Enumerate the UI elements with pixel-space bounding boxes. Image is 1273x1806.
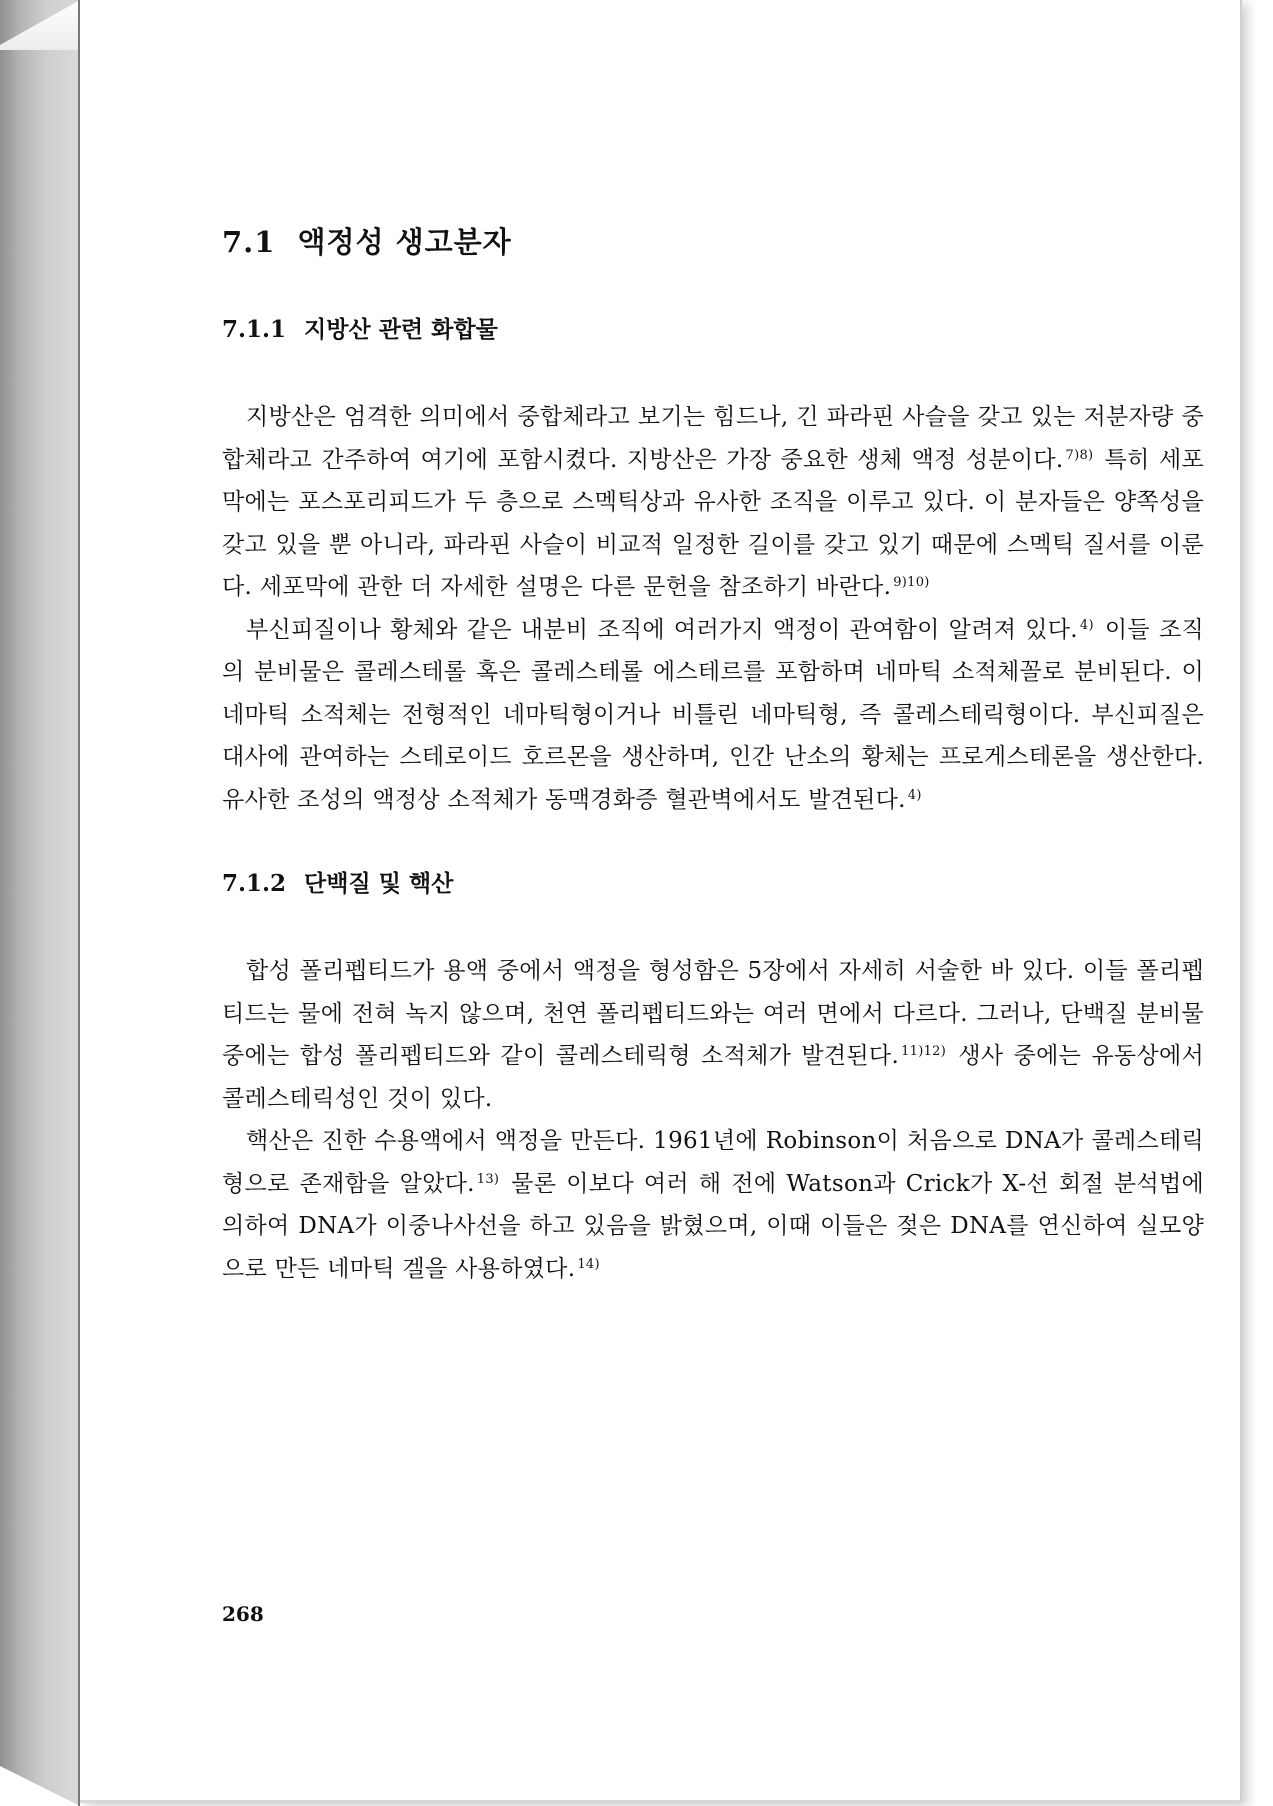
paragraph-text: 물론 이보다 여러 해 전에 Watson과 Crick가 X-선 회절 분석법에 의하여 DNA가 이중나사선을 하고 있음을 밝혔으며, 이때 이들은 젖은 DNA를 연신하여 실모양으로 만든 네마틱 겔을 사용하였다. — [222, 1170, 1204, 1282]
section-heading-fatty-acids — [222, 311, 1204, 344]
section-title: 단백질 및 핵산 — [304, 871, 454, 897]
footnote-ref: 7)8) — [1065, 447, 1094, 463]
footnote-ref: 4) — [1079, 617, 1094, 633]
footnote-ref: 9)10) — [893, 575, 930, 590]
page-content — [222, 220, 1204, 1290]
paragraph-text: 지방산은 엄격한 의미에서 중합체라고 보기는 힘드나, 긴 파라핀 사슬을 갖고 있는 저분자량 중합체라고 간주하여 여기에 포함시켰다. 지방산은 가장 중요한 생체 액정 성분이다. — [222, 404, 1204, 473]
paragraph-text: 생사 중에는 유동상에서 콜레스테릭성인 것이 있다. — [222, 1043, 1205, 1112]
paragraph-text: 합성 폴리펩티드가 용액 중에서 액정을 형성함은 5장에서 자세히 서술한 바 있다. 이들 폴리펩티드는 물에 전혀 녹지 않으며, 천연 폴리펩티드와는 여러 면에서 다르다. 그러나, 단백질 분비물 중에는 합성 폴리펩티드와 같이 콜레스테릭형 소적체가 발견된다. — [222, 958, 1204, 1069]
paragraph — [222, 950, 1204, 1120]
chapter-heading — [222, 220, 1204, 261]
paragraph — [222, 396, 1204, 609]
page-number: 268 — [222, 1602, 264, 1626]
chapter-title: 액정성 생고분자 — [297, 225, 512, 259]
paragraph — [222, 609, 1204, 822]
footnote-ref: 11)12) — [901, 1044, 947, 1059]
footnote-ref: 4) — [907, 787, 922, 803]
section-title: 지방산 관련 화합물 — [304, 317, 498, 343]
paragraph-text: 부신피질이나 황체와 같은 내분비 조직에 여러가지 액정이 관여함이 알려져 있다. — [246, 616, 1078, 643]
paragraph — [222, 1120, 1204, 1290]
book-spine-edge — [0, 0, 80, 1806]
footnote-ref: 13) — [476, 1171, 500, 1187]
section-heading-proteins — [222, 865, 1204, 898]
paragraph-text: 이들 조직의 분비물은 콜레스테롤 혹은 콜레스테롤 에스테르를 포함하며 네마틱 소적체꼴로 분비된다. 이 네마틱 소적체는 전형적인 네마틱형이거나 비틀린 네마틱형, 즉 콜레스테릭형이다. 부신피질은 대사에 관여하는 스테로이드 호르몬을 생산하며, 인간 난소의 황체는 프로게스테론을 생산한다. 유사한 조성의 액정상 소적체가 동맥경화증 혈관벽에서도 발견된다. — [222, 616, 1204, 813]
chapter-number: 7.1 — [222, 225, 276, 259]
section-number: 7.1.1 — [222, 316, 287, 343]
section-number: 7.1.2 — [222, 870, 287, 897]
book-page — [80, 0, 1242, 1803]
paragraph-text: 특히 세포막에는 포스포리피드가 두 층으로 스멕틱상과 유사한 조직을 이루고 있다. 이 분자들은 양쪽성을 갖고 있을 뿐 아니라, 파라핀 사슬이 비교적 일정한 길이를 갖고 있기 때문에 스멕틱 질서를 이룬다. 세포막에 관한 더 자세한 설명은 다른 문헌을 참조하기 바란다. — [222, 446, 1204, 600]
footnote-ref: 14) — [577, 1256, 600, 1272]
paragraph-text: 핵산은 진한 수용액에서 액정을 만든다. 1961년에 Robinson이 처음으로 DNA가 콜레스테릭형으로 존재함을 알았다. — [222, 1128, 1204, 1197]
